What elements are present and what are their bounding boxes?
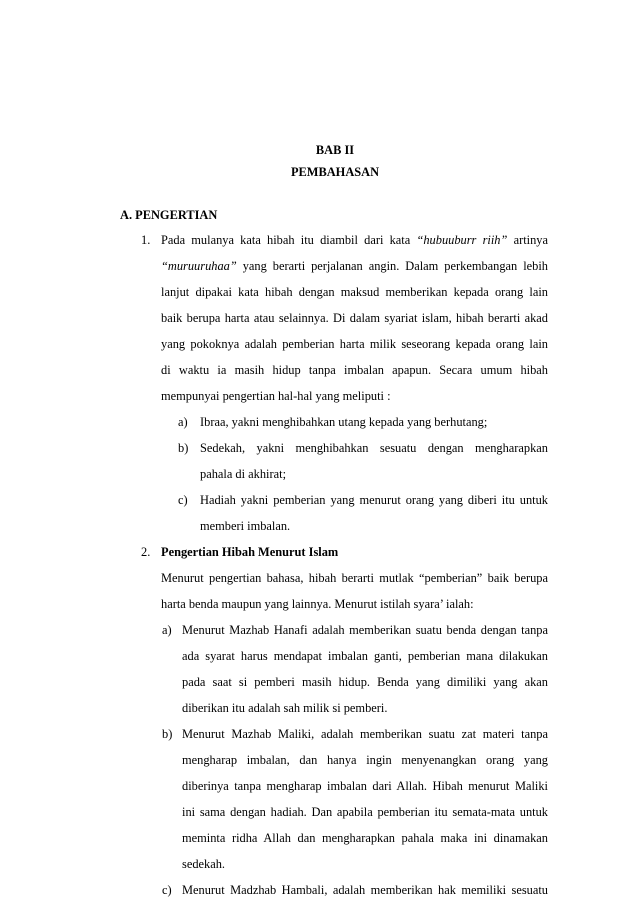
sub-line: sedekah. [182, 857, 226, 871]
paragraph-line: di waktu ia masih hidup tanpa imbalan apapun. Secara umum hibah [161, 363, 548, 377]
sub-line: Menurut Madzhab Hambali, adalah memberikan hak memiliki sesuatu [182, 883, 548, 897]
sub-label: c) [178, 493, 188, 507]
sub-line: diberinya tanpa mengharap imbalan dari Allah. Hibah menurut Maliki [182, 779, 548, 793]
sub-line: ini sama dengan hadiah. Dan apabila pemberian itu semata-mata untuk [182, 805, 548, 819]
subsection-heading: Pengertian Hibah Menurut Islam [161, 545, 339, 559]
sub-line: Hadiah yakni pemberian yang menurut orang yang diberi itu untuk [200, 493, 548, 507]
paragraph-line: Pada mulanya kata hibah itu diambil dari kata “hubuuburr riih” artinya [161, 233, 549, 247]
paragraph-line: baik berupa harta atau selainnya. Di dalam syariat islam, hibah berarti akad [161, 311, 548, 325]
sub-label: a) [178, 415, 188, 429]
sub-label: a) [162, 623, 172, 637]
arabic-term: “hubuuburr riih” [416, 233, 508, 247]
paragraph-line: lanjut dipakai kata hibah dengan maksud memberikan kepada orang lain [161, 285, 548, 299]
chapter-number: BAB II [315, 143, 355, 157]
sub-line: pada saat si pemberi masih hidup. Benda yang dimiliki yang akan [182, 675, 548, 689]
chapter-title: PEMBAHASAN [290, 165, 380, 179]
sub-line: memberi imbalan. [200, 519, 291, 533]
paragraph-line: Menurut pengertian bahasa, hibah berarti mutlak “pemberian” baik berupa [161, 571, 548, 585]
paragraph-line: mempunyai pengertian hal-hal yang meliputi : [161, 389, 391, 403]
sub-line: Menurut Mazhab Maliki, adalah memberikan suatu zat materi tanpa [182, 727, 548, 741]
sub-line: mengharap imbalan, dan hanya ingin menyenangkan orang yang [182, 753, 548, 767]
sub-line: ada syarat harus mendapat imbalan ganti, pemberian mana dilakukan [182, 649, 548, 663]
section-heading: A. PENGERTIAN [120, 208, 218, 222]
sub-line: meminta ridha Allah dan mengharapkan pahala maka ini dinamakan [182, 831, 548, 845]
sub-label: c) [162, 883, 172, 897]
item-number: 1. [141, 233, 151, 247]
sub-line: Sedekah, yakni menghibahkan sesuatu dengan mengharapkan [200, 441, 548, 455]
sub-line: diberikan itu adalah sah milik si pemberi. [182, 701, 388, 715]
arabic-term: “muruuruhaa” [161, 259, 237, 273]
sub-label: b) [178, 441, 189, 455]
sub-line: Menurut Mazhab Hanafi adalah memberikan suatu benda dengan tanpa [182, 623, 548, 637]
paragraph-line: “muruuruhaa” yang berarti perjalanan angin. Dalam perkembangan lebih [161, 259, 548, 273]
sub-label: b) [162, 727, 173, 741]
paragraph-line: yang pokoknya adalah pemberian harta milik seseorang kepada orang lain [161, 337, 548, 351]
sub-line: Ibraa, yakni menghibahkan utang kepada yang berhutang; [200, 415, 488, 429]
paragraph-line: harta benda maupun yang lainnya. Menurut istilah syara’ ialah: [161, 597, 474, 611]
item-number: 2. [141, 545, 151, 559]
sub-line: pahala di akhirat; [200, 467, 287, 481]
